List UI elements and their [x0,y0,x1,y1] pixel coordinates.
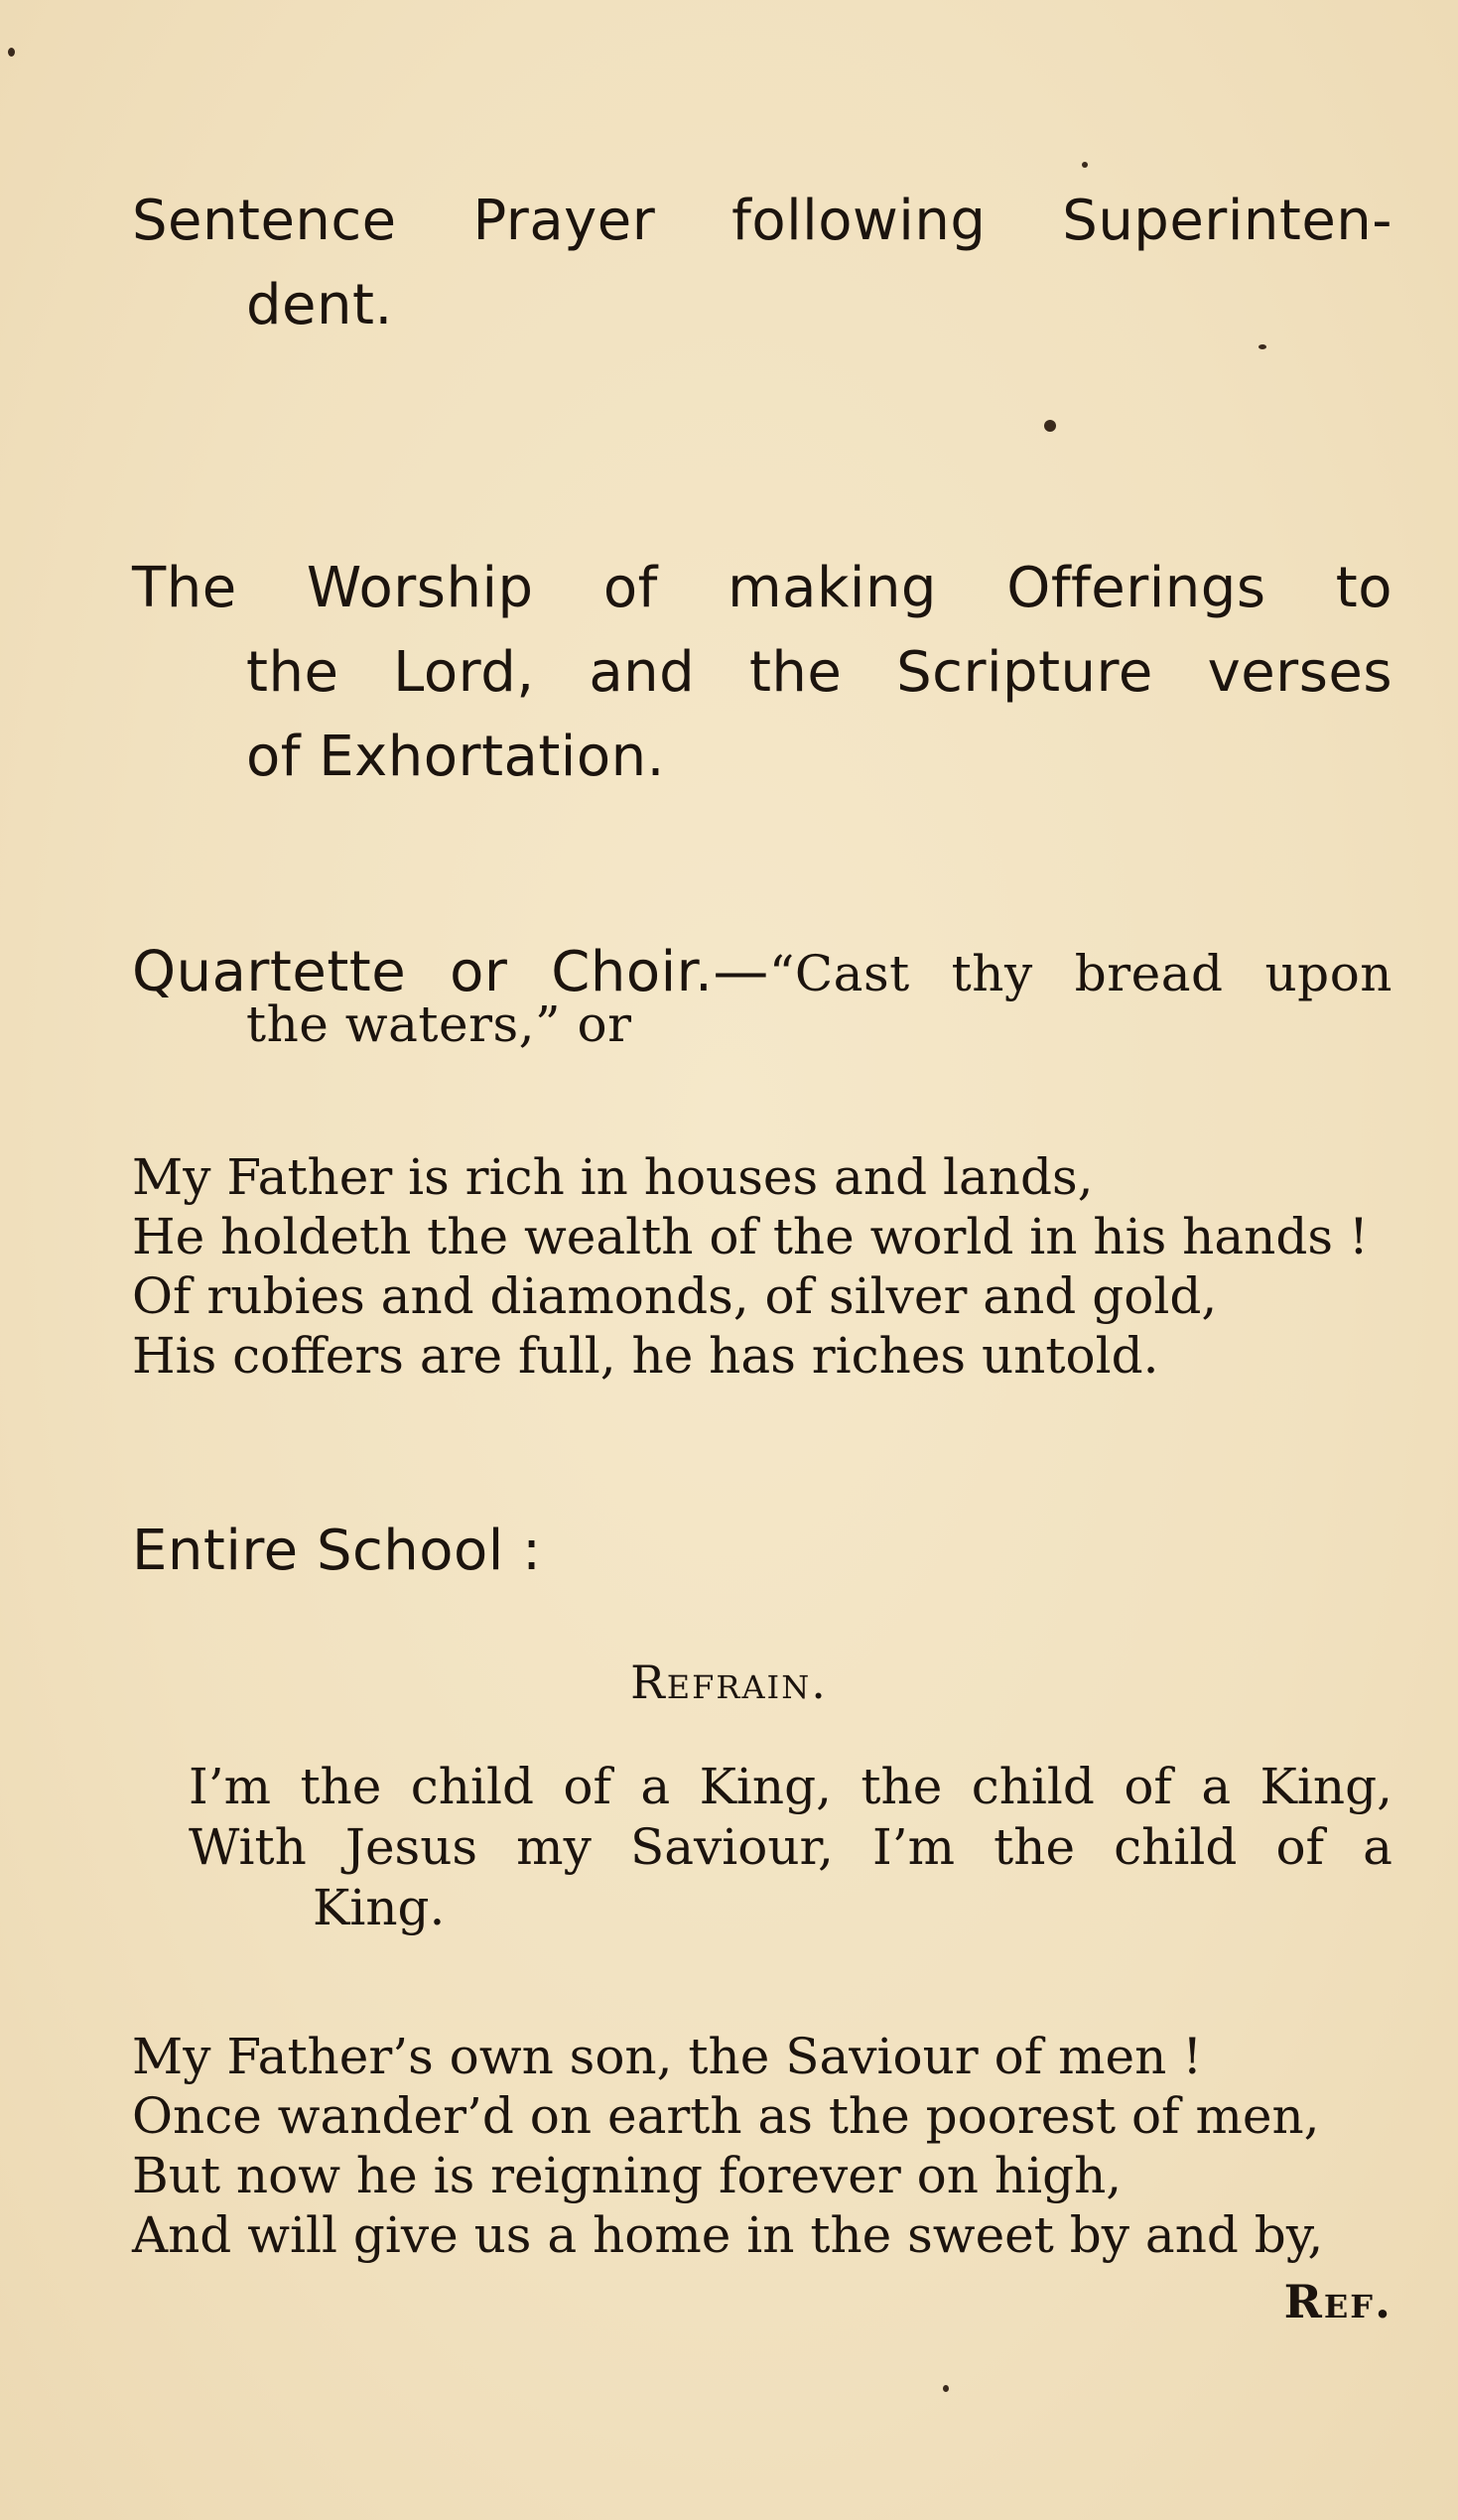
verse-line: My Father is rich in houses and lands, [132,1148,1094,1206]
refrain-line: King. [313,1879,446,1936]
verse-one [132,1147,1392,1386]
heading-line: The Worship of making Offerings to [132,556,1392,620]
verse-line: He holdeth the wealth of the world in his hands ! [132,1208,1369,1265]
refrain-text [189,1757,1392,1938]
quartette-heading [132,933,1392,1054]
verse-line: But now he is reigning forever on high, [132,2147,1123,2204]
ink-speck [1082,162,1088,168]
refrain-title: Refrain. [630,1656,828,1709]
verse-line: My Father’s own son, the Saviour of men ! [132,2028,1203,2085]
refrain-reference: Ref. [1283,2275,1392,2328]
heading-line: the Lord, and the Scripture verses [246,640,1392,705]
ink-speck [943,2385,949,2392]
verse-line: Of rubies and diamonds, of silver and gold, [132,1267,1218,1325]
ink-speck [8,48,15,57]
verse-line: His coffers are full, he has riches untold. [132,1327,1159,1385]
ink-speck [1044,420,1056,432]
quartette-label: Quartette or Choir.— [132,940,769,1004]
quartette-text: “Cast thy bread upon [768,945,1392,1002]
verse-two [132,2027,1392,2265]
heading-line: Sentence Prayer following Superinten- [132,189,1392,253]
refrain-line: With Jesus my Saviour, I’m the child of a [189,1818,1392,1876]
sentence-prayer-heading [132,179,1392,347]
entire-school-heading: Entire School : [132,1519,542,1583]
quartette-continuation: the waters,” or [246,995,632,1053]
verse-line: And will give us a home in the sweet by and by, [132,2206,1324,2264]
verse-line: Once wander’d on earth as the poorest of men, [132,2087,1320,2145]
refrain-line: I’m the child of a King, the child of a King, [189,1758,1392,1815]
heading-line: dent. [246,273,393,337]
worship-heading [132,546,1392,799]
heading-line: of Exhortation. [246,725,665,789]
